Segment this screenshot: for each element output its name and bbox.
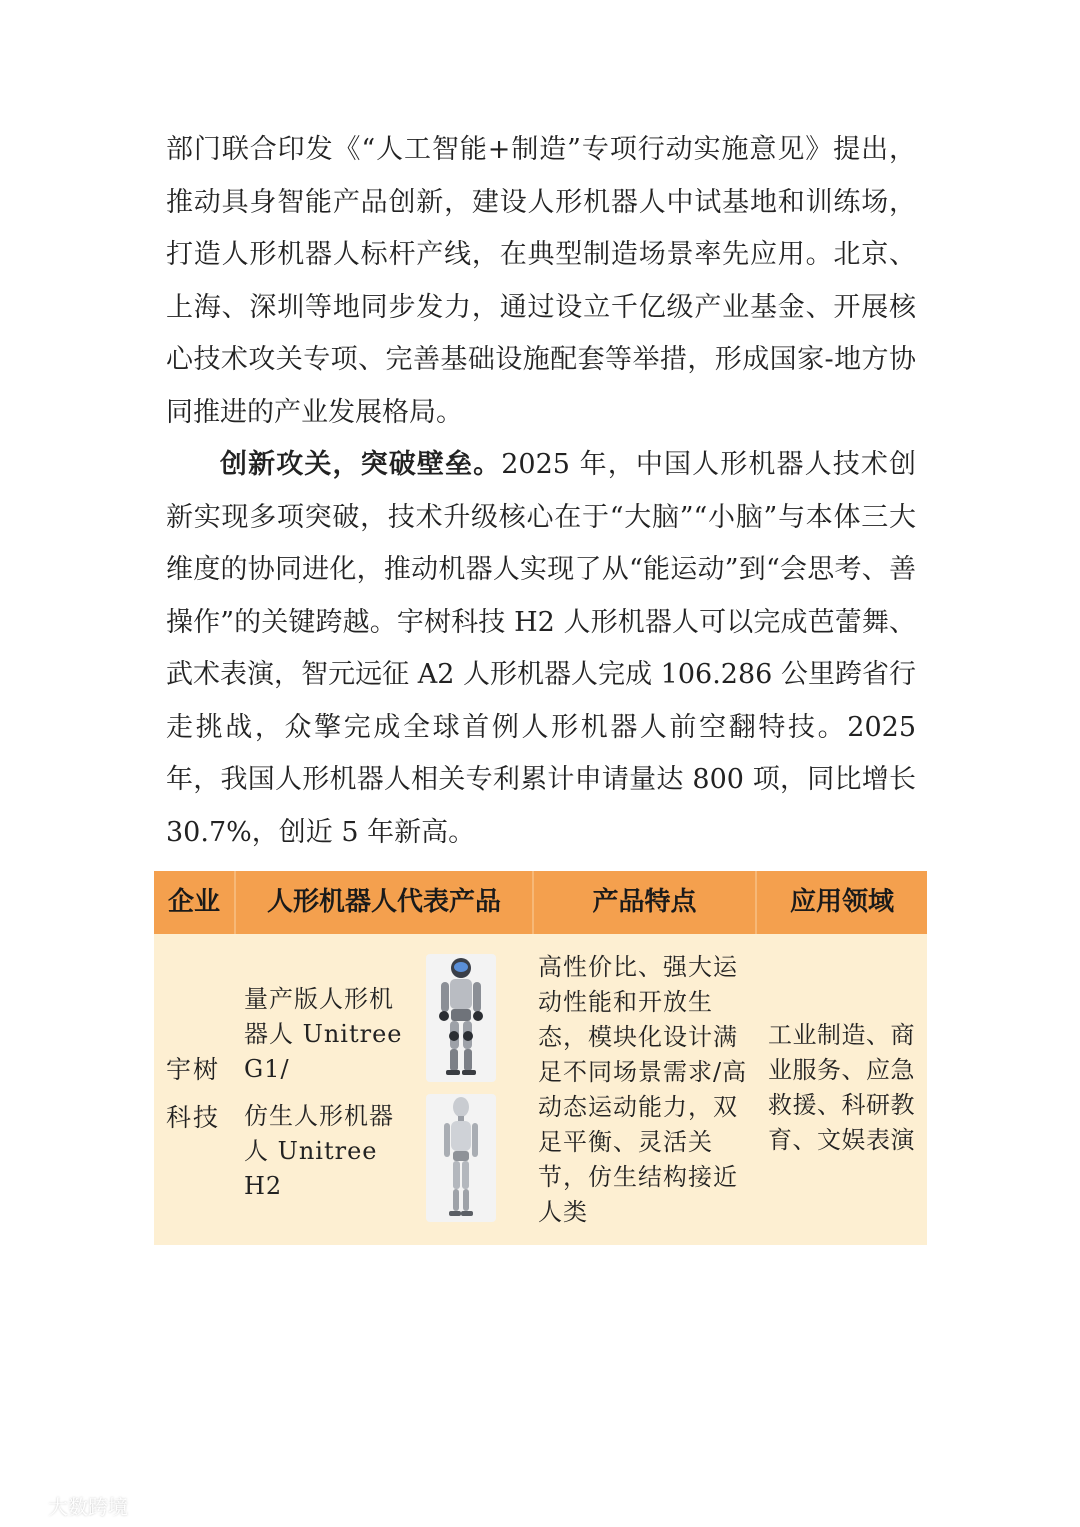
paragraph-innovation — [166, 439, 916, 859]
table-header — [154, 871, 927, 934]
header-company: 企业 — [167, 887, 220, 917]
company-cell: 宇树科技 — [166, 1055, 221, 1132]
robot-product-table — [154, 871, 927, 1245]
applications-cell: 工业制造、商业服务、应急救援、科研教育、文娱表演 — [768, 1021, 915, 1154]
product-h2-cell: 仿生人形机器人 Unitree H2 — [244, 1102, 394, 1200]
watermark-text: 大数跨境 — [48, 1494, 128, 1519]
weibo-logo-icon — [14, 1492, 42, 1519]
paragraph-lead-heading: 创新攻关，突破壁垒。 — [220, 449, 502, 480]
watermark — [14, 1490, 128, 1520]
product-g1-cell: 量产版人形机器人 Unitree G1/ — [244, 985, 403, 1083]
features-cell: 高性价比、强大运动性能和开放生态，模块化设计满足不同场景需求/高动态运动能力，双足平衡、灵活关节，仿生结构接近人类 — [538, 953, 748, 1226]
table-row — [154, 934, 927, 1245]
header-product: 人形机器人代表产品 — [266, 887, 501, 917]
header-features: 产品特点 — [592, 887, 697, 917]
unitree-h2-image — [426, 1094, 496, 1222]
paragraph-body: 2025 年，中国人形机器人技术创新实现多项突破，技术升级核心在于“大脑”“小脑”与本体三大维度的协同进化，推动机器人实现了从“能运动”到“会思考、善操作”的关键跨越。宇树科技 H2 人形机器人可以完成芭蕾舞、武术表演，智元远征 A2 人形机器人完成 106.286 公里跨省行走挑战，众擎完成全球首例人形机器人前空翻特技。2025 年，我国人形机器人相关专利累计申请量达 800 项，同比增长 30.7%，创近 5 年新高。 — [166, 449, 917, 848]
header-applications: 应用领域 — [789, 887, 894, 917]
paragraph-policy: 部门联合印发《“人工智能+制造”专项行动实施意见》提出，推动具身智能产品创新，建设人形机器人中试基地和训练场，打造人形机器人标杆产线，在典型制造场景率先应用。北京、上海、深圳等地同步发力，通过设立千亿级产业基金、开展核心技术攻关专项、完善基础设施配套等举措，形成国家-地方协同推进的产业发展格局。 — [166, 134, 916, 428]
unitree-g1-image — [426, 954, 496, 1082]
